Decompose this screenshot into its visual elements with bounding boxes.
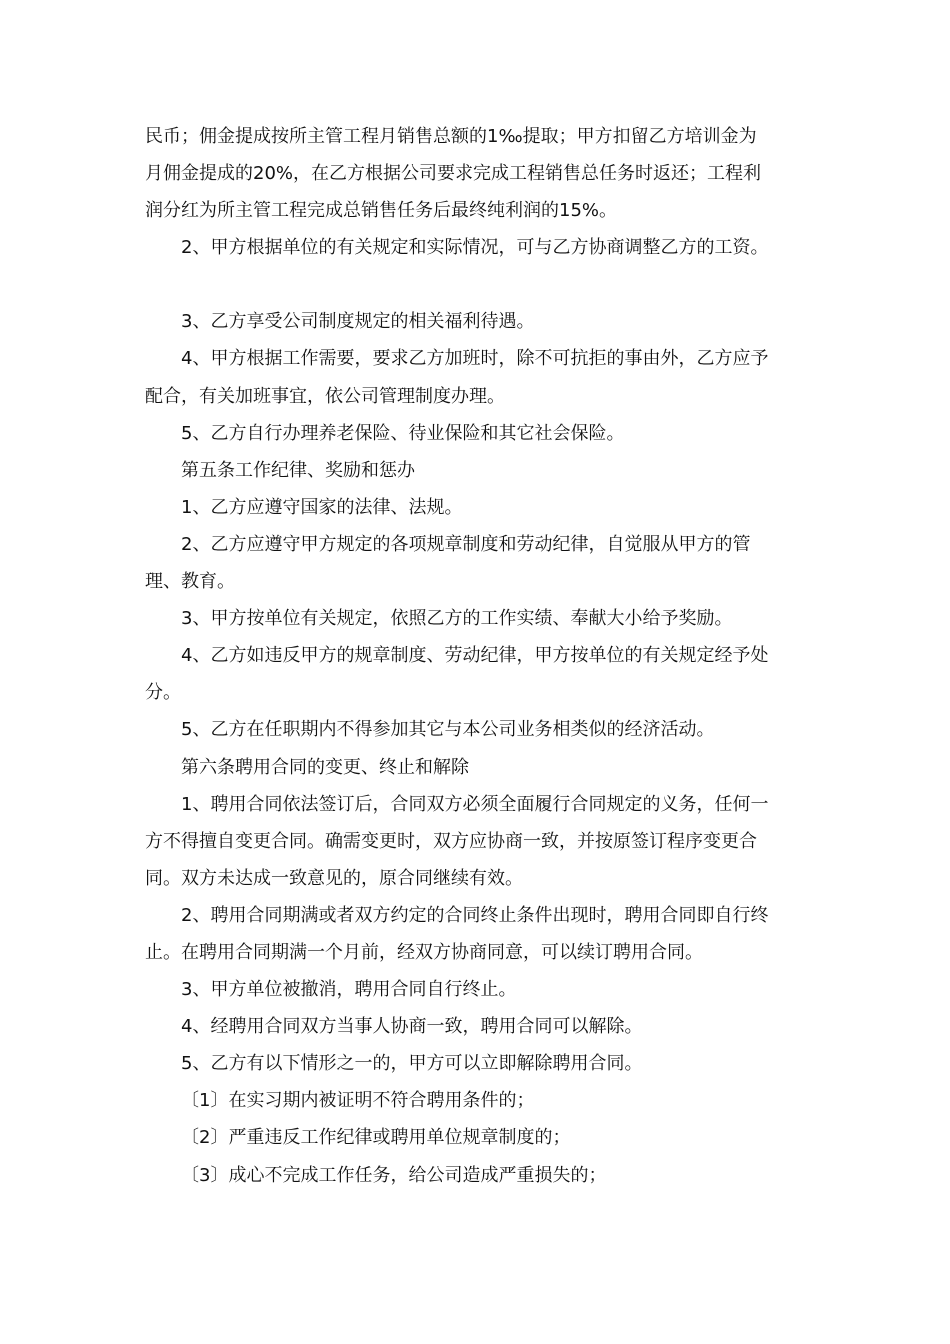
section-heading-article-6 — [145, 749, 813, 786]
text-line: 第五条工作纪律、奖励和惩办 — [181, 459, 415, 481]
text-line: 1、乙方应遵守国家的法律、法规。 — [181, 496, 463, 518]
text-line: 1、聘用合同依法签订后，合同双方必须全面履行合同规定的义务，任何一 — [181, 793, 769, 815]
paragraph-art6-sub-2 — [145, 1119, 813, 1156]
paragraph-art5-item-5 — [145, 711, 813, 748]
text-line: 第六条聘用合同的变更、终止和解除 — [181, 756, 469, 778]
paragraph-clause-4-overtime — [145, 340, 813, 414]
text-line: 〔1〕在实习期内被证明不符合聘用条件的； — [181, 1090, 535, 1112]
text-line: 3、甲方按单位有关规定，依照乙方的工作实绩、奉献大小给予奖励。 — [181, 608, 733, 630]
text-line: 3、乙方享受公司制度规定的相关福利待遇。 — [181, 311, 535, 333]
paragraph-art5-item-3 — [145, 600, 813, 637]
paragraph-clause-3-welfare — [145, 303, 813, 340]
paragraph-art6-sub-3 — [145, 1157, 813, 1194]
paragraph-clause-5-insurance — [145, 415, 813, 452]
section-heading-article-5 — [145, 452, 813, 489]
paragraph-art5-item-4 — [145, 637, 813, 711]
paragraph-art6-item-3 — [145, 971, 813, 1008]
text-line: 4、乙方如违反甲方的规章制度、劳动纪律，甲方按单位的有关规定经予处 — [181, 645, 769, 667]
text-line: 润分红为所主管工程完成总销售任务后最终纯利润的15%。 — [145, 200, 618, 222]
text-line: 5、乙方自行办理养老保险、待业保险和其它社会保险。 — [181, 422, 625, 444]
text-line: 民币；佣金提成按所主管工程月销售总额的1‰提取；甲方扣留乙方培训金为 — [145, 126, 757, 147]
text-line: 4、经聘用合同双方当事人协商一致，聘用合同可以解除。 — [181, 1016, 643, 1038]
text-line: 分。 — [145, 682, 181, 704]
paragraph-art6-item-4 — [145, 1008, 813, 1045]
text-line: 2、甲方根据单位的有关规定和实际情况，可与乙方协商调整乙方的工资。 — [181, 237, 769, 259]
paragraph-art5-item-2 — [145, 526, 813, 600]
text-line: 止。在聘用合同期满一个月前，经双方协商同意，可以续订聘用合同。 — [145, 941, 703, 963]
blank-gap — [145, 266, 813, 303]
paragraph-art6-item-5 — [145, 1045, 813, 1082]
paragraph-art6-sub-1 — [145, 1082, 813, 1119]
text-line: 配合，有关加班事宜，依公司管理制度办理。 — [145, 385, 505, 407]
paragraph-art6-item-2 — [145, 897, 813, 971]
text-line: 4、甲方根据工作需要，要求乙方加班时，除不可抗拒的事由外，乙方应予 — [181, 348, 769, 370]
text-line: 〔3〕成心不完成工作任务，给公司造成严重损失的； — [181, 1164, 607, 1186]
text-line: 3、甲方单位被撤消，聘用合同自行终止。 — [181, 979, 517, 1001]
paragraph-art6-item-1 — [145, 786, 813, 897]
paragraph-salary-continued — [145, 118, 813, 229]
text-line: 方不得擅自变更合同。确需变更时，双方应协商一致，并按原签订程序变更合 — [145, 830, 757, 852]
paragraph-clause-2-wage-adjust — [145, 229, 813, 266]
text-line: 2、乙方应遵守甲方规定的各项规章制度和劳动纪律，自觉服从甲方的管 — [181, 533, 751, 555]
text-line: 理、教育。 — [145, 571, 235, 593]
text-line: 〔2〕严重违反工作纪律或聘用单位规章制度的； — [181, 1127, 571, 1149]
text-line: 同。双方未达成一致意见的，原合同继续有效。 — [145, 867, 523, 889]
document-body — [145, 118, 813, 1194]
paragraph-art5-item-1 — [145, 489, 813, 526]
text-line: 月佣金提成的20%，在乙方根据公司要求完成工程销售总任务时返还；工程利 — [145, 163, 762, 185]
text-line: 5、乙方有以下情形之一的，甲方可以立即解除聘用合同。 — [181, 1053, 643, 1075]
text-line: 5、乙方在任职期内不得参加其它与本公司业务相类似的经济活动。 — [181, 719, 715, 741]
text-line: 2、聘用合同期满或者双方约定的合同终止条件出现时，聘用合同即自行终 — [181, 904, 769, 926]
